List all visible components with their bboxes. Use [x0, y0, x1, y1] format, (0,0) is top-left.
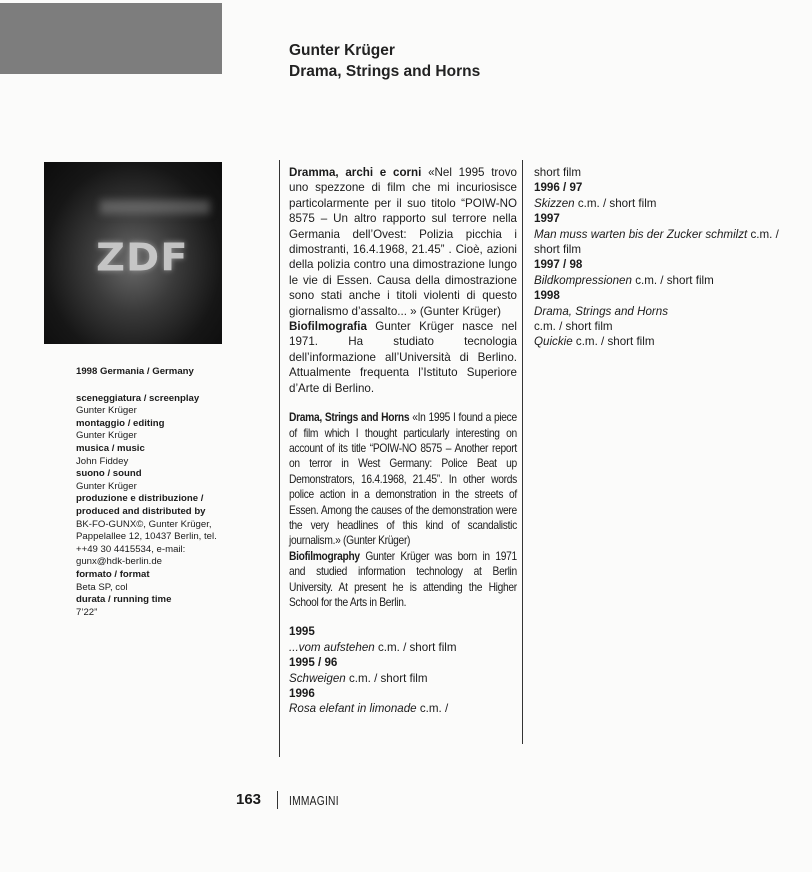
italian-title: Dramma, archi e corni: [289, 166, 422, 179]
film-entry: [534, 227, 804, 258]
header-gray-block: [0, 3, 222, 74]
credits-country: 1998 Germania / Germany: [76, 366, 194, 377]
english-bio-label: Biofilmography: [289, 548, 360, 563]
film-note: c.m. / short film: [635, 273, 714, 287]
film-note: c.m. / short film: [577, 196, 657, 210]
credit-value: Gunter Krüger: [76, 430, 137, 442]
filmography-part2: [534, 165, 804, 350]
credit-value: Beta SP, col: [76, 581, 128, 593]
credit-label: sceneggiatura / screenplay: [76, 392, 200, 404]
credit-label: durata / running time: [76, 594, 172, 606]
film-entry: [289, 701, 517, 716]
film-title: Drama, Strings and Horns: [534, 304, 669, 318]
film-note: c.m. / short film: [575, 335, 655, 349]
still-logo-text: ZDF: [96, 236, 189, 280]
text-column-main: [289, 165, 517, 717]
italian-bio-text: Gunter Krüger nasce nel 1971. Ha studiato tecnologia dell’informazione all’Università di Berlino. Attualmente frequenta l’Istituto Superiore d’Arte di Berlino.: [289, 320, 517, 395]
film-note: c.m. / short film: [534, 320, 613, 334]
film-title: Bildkompressionen: [534, 273, 632, 287]
credit-value: 7’22”: [76, 606, 98, 618]
film-entry: [289, 640, 517, 655]
filmography-entries: [534, 180, 804, 349]
credit-label: formato / format: [76, 568, 150, 580]
film-year: 1998: [534, 289, 560, 303]
credits-block: [76, 366, 236, 619]
italian-bio-label: Biofilmografia: [289, 320, 367, 334]
column-divider-right: [522, 160, 523, 744]
english-bio-text: Gunter Krüger was born in 1971 and studied information technology at Berlin University. At present he is attending the Higher School for the Arts in Berlin.: [289, 548, 517, 609]
film-note: c.m. /: [419, 702, 449, 716]
filmography-part1: [289, 624, 517, 716]
page-header: [289, 40, 480, 82]
film-title: Quickie: [534, 335, 573, 349]
footer-divider: [277, 791, 278, 809]
film-title: Drama, Strings and Horns: [289, 63, 481, 80]
film-title: Man muss warten bis der Zucker schmilzt: [534, 227, 748, 241]
author-name: Gunter Krüger: [289, 42, 395, 59]
film-entry: [534, 304, 804, 335]
section-name: IMMAGINI: [289, 794, 339, 808]
page-number: 163: [236, 791, 262, 808]
english-title: Drama, Strings and Horns: [289, 410, 410, 425]
film-year: 1997 / 98: [534, 258, 583, 272]
film-title: Skizzen: [534, 196, 575, 210]
film-title: Rosa elefant in limonade: [289, 702, 417, 716]
italian-text: «Nel 1995 trovo uno spezzone di film che mi incuriosisce particolarmente per il suo titolo “POIW-NO 8575 – Un altro rapporto sul terrore nella Germania dell’Ovest: Polizia picchia i dimostranti, 16.4.1968, 21.45” . Cioè, azioni della polizia contro una dimostrazione lungo le vie di Essen. Causa della dimostrazione sono stati anche i titoli violenti di questo giornalismo d’assalto... » (Gunter Krüger): [289, 166, 517, 318]
film-still-image: [44, 162, 222, 344]
film-year: 1995: [289, 625, 315, 639]
credit-label: suono / sound: [76, 468, 142, 480]
film-year: 1997: [534, 212, 560, 226]
credit-label: musica / music: [76, 442, 145, 454]
credit-value: BK-FO-GUNX©, Gunter Krüger, Pappelallee 12, 10437 Berlin, tel. ++49 30 4415534, e-mail: gunx@hdk-berlin.de: [76, 518, 217, 568]
film-year: 1996: [289, 687, 315, 700]
credits-list: [76, 393, 236, 620]
credit-value: Gunter Krüger: [76, 480, 137, 492]
credit-label: produzione e distribuzione / produced and distributed by: [76, 493, 206, 517]
film-title: Schweigen: [289, 671, 346, 685]
film-entry: [534, 334, 804, 349]
film-note: c.m. / short film: [534, 227, 779, 257]
italian-synopsis: [289, 165, 517, 396]
column-divider-left: [279, 160, 280, 757]
credit-value: Gunter Krüger: [76, 405, 137, 417]
english-text: «In 1995 I found a piece of film which I thought particularly interesting on account of its title “POIW-NO 8575 – Another report on terror in West Germany: Police Beat up Demonstrators, 16.4.1968, 21.45”. In other words police action in a demonstration in the streets of Essen. Among the causes of the demonstration were the very headlines of this kind of scandalistic journalism.» (Gunter Krüger): [289, 410, 517, 548]
credit-value: John Fiddey: [76, 455, 129, 467]
english-synopsis: [289, 410, 517, 610]
film-entry: [289, 671, 517, 686]
still-blur-text: [100, 200, 210, 214]
film-entry: [534, 196, 804, 211]
film-entry: [534, 273, 804, 288]
credit-label: montaggio / editing: [76, 417, 165, 429]
film-year: 1996 / 97: [534, 181, 583, 195]
film-title: ...vom aufstehen: [289, 640, 375, 654]
film-note: c.m. / short film: [377, 640, 457, 654]
filmography-continuation: short film: [534, 166, 582, 179]
film-note: c.m. / short film: [348, 671, 428, 685]
film-year: 1995 / 96: [289, 656, 338, 670]
